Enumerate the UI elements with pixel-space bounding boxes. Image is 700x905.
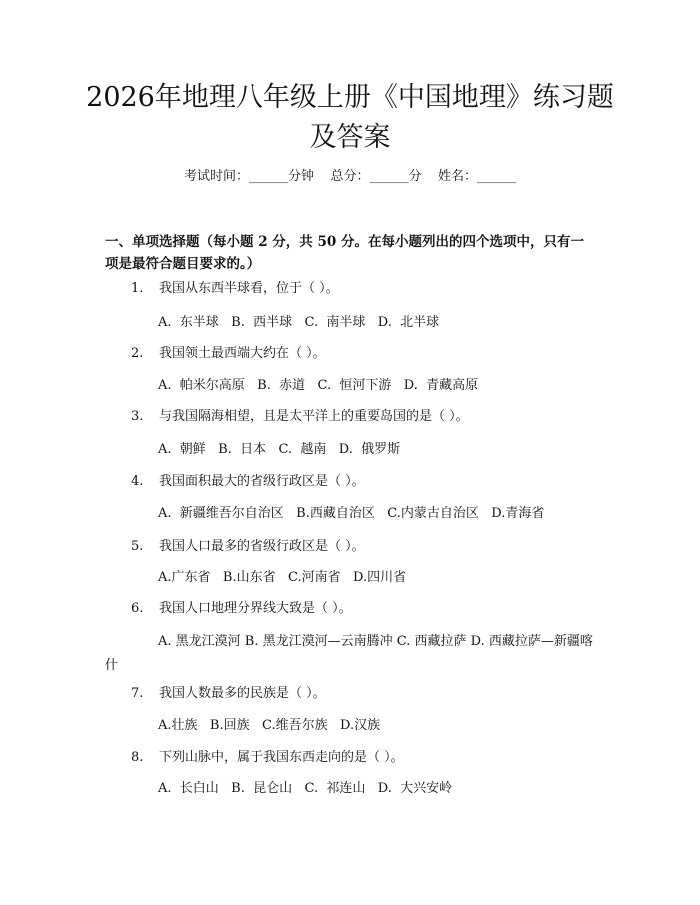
question-options: A. 帕米尔高原 B. 赤道 C. 恒河下游 D. 青藏高原: [158, 378, 479, 393]
question-options: A. 黑龙江漠河 B. 黑龙江漠河—云南腾冲 C. 西藏拉萨 D. 西藏拉萨—新疆喀什: [105, 634, 593, 673]
question-text: 我国从东西半球看，位于（ ）。: [159, 281, 339, 296]
question-text: 我国面积最大的省级行政区是（ ）。: [159, 474, 365, 489]
question-options: A. 东半球 B. 西半球 C. 南半球 D. 北半球: [158, 315, 440, 330]
question-text: 我国人数最多的民族是（ ）。: [159, 686, 326, 701]
question-stem: [131, 749, 404, 767]
title-line-1: 2026年地理八年级上册《中国地理》练习题: [86, 82, 614, 113]
question-text: 与我国隔海相望，且是太平洋上的重要岛国的是（ ）。: [159, 409, 469, 424]
question-stem: [131, 280, 339, 298]
question-text: 我国人口最多的省级行政区是（ ）。: [159, 539, 365, 554]
question-stem: [131, 685, 326, 703]
question-number: 6.: [131, 601, 144, 616]
title-line-2: 及答案: [309, 122, 391, 153]
document-title: [70, 78, 630, 158]
question-stem: [131, 600, 352, 618]
question-number: 8.: [131, 750, 144, 765]
question-stem: [131, 538, 365, 556]
question-options: A. 朝鲜 B. 日本 C. 越南 D. 俄罗斯: [158, 442, 401, 457]
question-options: A. 新疆维吾尔自治区 B.西藏自治区 C.内蒙古自治区 D.青海省: [158, 506, 545, 521]
question-number: 4.: [131, 474, 144, 489]
question-options: A.广东省 B.山东省 C.河南省 D.四川省: [158, 570, 407, 585]
question-number: 5.: [131, 539, 144, 554]
question-number: 7.: [131, 686, 144, 701]
question-stem: [131, 473, 365, 491]
question-number: 2.: [131, 346, 144, 361]
exam-info-line: 考试时间：______分钟 总分：______分 姓名：______: [183, 169, 517, 184]
question-stem: [131, 345, 326, 363]
question-options: A.壮族 B.回族 C.维吾尔族 D.汉族: [158, 718, 381, 733]
section-header: 一、单项选择题（每小题 2 分，共 50 分。在每小题列出的四个选项中，只有一项是最符合题目要求的。）: [105, 234, 584, 272]
question-stem: [131, 408, 469, 426]
question-number: 1.: [131, 281, 144, 296]
question-number: 3.: [131, 409, 144, 424]
question-text: 下列山脉中，属于我国东西走向的是（ ）。: [159, 750, 404, 765]
question-options: A. 长白山 B. 昆仑山 C. 祁连山 D. 大兴安岭: [158, 781, 453, 796]
question-text: 我国领土最西端大约在（ ）。: [159, 346, 326, 361]
question-text: 我国人口地理分界线大致是（ ）。: [159, 601, 352, 616]
